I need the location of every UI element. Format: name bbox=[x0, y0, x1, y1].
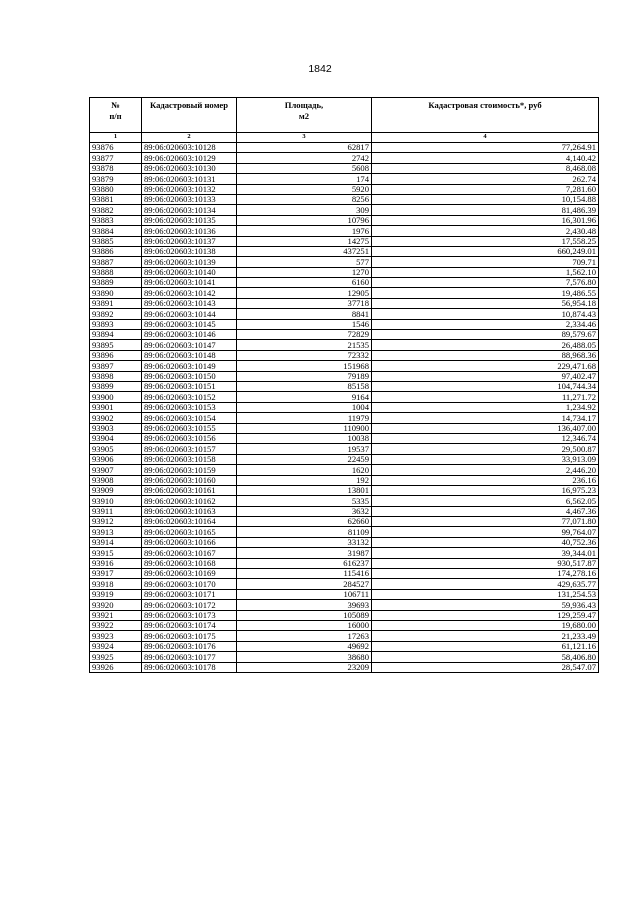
table-row bbox=[90, 444, 599, 454]
area-cell: 1546 bbox=[237, 319, 372, 329]
cadastral-number-cell: 89:06:020603:10177 bbox=[142, 652, 237, 662]
row-number-cell: 93877 bbox=[90, 153, 142, 163]
header-row-number: № п/п bbox=[90, 98, 142, 133]
area-cell: 17263 bbox=[237, 631, 372, 641]
table-row bbox=[90, 506, 599, 516]
cadastral-table bbox=[89, 97, 599, 673]
cadastral-number-cell: 89:06:020603:10162 bbox=[142, 496, 237, 506]
area-cell: 62660 bbox=[237, 517, 372, 527]
row-number-cell: 93897 bbox=[90, 361, 142, 371]
cadastral-cost-cell: 61,121.16 bbox=[372, 641, 599, 651]
cadastral-cost-cell: 709.71 bbox=[372, 257, 599, 267]
table-row bbox=[90, 340, 599, 350]
area-cell: 5335 bbox=[237, 496, 372, 506]
table-row bbox=[90, 631, 599, 641]
cadastral-cost-cell: 930,517.87 bbox=[372, 558, 599, 568]
cadastral-cost-cell: 17,558.25 bbox=[372, 236, 599, 246]
area-cell: 284527 bbox=[237, 579, 372, 589]
row-number-cell: 93878 bbox=[90, 163, 142, 173]
cadastral-number-cell: 89:06:020603:10154 bbox=[142, 413, 237, 423]
cadastral-cost-cell: 236.16 bbox=[372, 475, 599, 485]
area-cell: 72332 bbox=[237, 350, 372, 360]
cadastral-cost-cell: 39,344.01 bbox=[372, 548, 599, 558]
table-row bbox=[90, 153, 599, 163]
row-number-cell: 93902 bbox=[90, 413, 142, 423]
row-number-cell: 93903 bbox=[90, 423, 142, 433]
area-cell: 31987 bbox=[237, 548, 372, 558]
table-row bbox=[90, 194, 599, 204]
area-cell: 115416 bbox=[237, 569, 372, 579]
row-number-cell: 93899 bbox=[90, 381, 142, 391]
area-cell: 8256 bbox=[237, 194, 372, 204]
area-cell: 192 bbox=[237, 475, 372, 485]
area-cell: 16000 bbox=[237, 620, 372, 630]
cadastral-cost-cell: 29,500.87 bbox=[372, 444, 599, 454]
table-row bbox=[90, 558, 599, 568]
cadastral-cost-cell: 6,562.05 bbox=[372, 496, 599, 506]
table-row bbox=[90, 537, 599, 547]
cadastral-cost-cell: 97,402.47 bbox=[372, 371, 599, 381]
area-cell: 437251 bbox=[237, 246, 372, 256]
cadastral-number-cell: 89:06:020603:10173 bbox=[142, 610, 237, 620]
cadastral-number-cell: 89:06:020603:10129 bbox=[142, 153, 237, 163]
area-cell: 616237 bbox=[237, 558, 372, 568]
row-number-cell: 93883 bbox=[90, 215, 142, 225]
table-row bbox=[90, 278, 599, 288]
row-number-cell: 93914 bbox=[90, 537, 142, 547]
table-row bbox=[90, 652, 599, 662]
row-number-cell: 93881 bbox=[90, 194, 142, 204]
cadastral-number-cell: 89:06:020603:10153 bbox=[142, 402, 237, 412]
table-row bbox=[90, 589, 599, 599]
row-number-cell: 93909 bbox=[90, 485, 142, 495]
cadastral-number-cell: 89:06:020603:10140 bbox=[142, 267, 237, 277]
row-number-cell: 93884 bbox=[90, 226, 142, 236]
table-row bbox=[90, 454, 599, 464]
area-cell: 9164 bbox=[237, 392, 372, 402]
cadastral-number-cell: 89:06:020603:10175 bbox=[142, 631, 237, 641]
cadastral-number-cell: 89:06:020603:10152 bbox=[142, 392, 237, 402]
area-cell: 19537 bbox=[237, 444, 372, 454]
area-cell: 309 bbox=[237, 205, 372, 215]
cadastral-number-cell: 89:06:020603:10132 bbox=[142, 184, 237, 194]
table-row bbox=[90, 319, 599, 329]
cadastral-number-cell: 89:06:020603:10142 bbox=[142, 288, 237, 298]
area-cell: 8841 bbox=[237, 309, 372, 319]
area-cell: 2742 bbox=[237, 153, 372, 163]
table-row bbox=[90, 236, 599, 246]
cadastral-number-cell: 89:06:020603:10150 bbox=[142, 371, 237, 381]
cadastral-cost-cell: 131,254.53 bbox=[372, 589, 599, 599]
area-cell: 22459 bbox=[237, 454, 372, 464]
table-row bbox=[90, 548, 599, 558]
row-number-cell: 93882 bbox=[90, 205, 142, 215]
area-cell: 5608 bbox=[237, 163, 372, 173]
row-number-cell: 93915 bbox=[90, 548, 142, 558]
cadastral-number-cell: 89:06:020603:10171 bbox=[142, 589, 237, 599]
cadastral-number-cell: 89:06:020603:10168 bbox=[142, 558, 237, 568]
area-cell: 33132 bbox=[237, 537, 372, 547]
area-cell: 105089 bbox=[237, 610, 372, 620]
row-number-cell: 93923 bbox=[90, 631, 142, 641]
table-row bbox=[90, 423, 599, 433]
cadastral-number-cell: 89:06:020603:10139 bbox=[142, 257, 237, 267]
cadastral-cost-cell: 2,334.46 bbox=[372, 319, 599, 329]
row-number-cell: 93906 bbox=[90, 454, 142, 464]
area-cell: 13801 bbox=[237, 485, 372, 495]
area-cell: 174 bbox=[237, 174, 372, 184]
area-cell: 12905 bbox=[237, 288, 372, 298]
row-number-cell: 93912 bbox=[90, 517, 142, 527]
area-cell: 14275 bbox=[237, 236, 372, 246]
cadastral-cost-cell: 89,579.67 bbox=[372, 330, 599, 340]
row-number-cell: 93920 bbox=[90, 600, 142, 610]
cadastral-number-cell: 89:06:020603:10136 bbox=[142, 226, 237, 236]
cadastral-number-cell: 89:06:020603:10147 bbox=[142, 340, 237, 350]
cadastral-number-cell: 89:06:020603:10174 bbox=[142, 620, 237, 630]
cadastral-number-cell: 89:06:020603:10128 bbox=[142, 143, 237, 153]
cadastral-number-cell: 89:06:020603:10131 bbox=[142, 174, 237, 184]
table-row bbox=[90, 496, 599, 506]
cadastral-cost-cell: 26,488.05 bbox=[372, 340, 599, 350]
cadastral-number-cell: 89:06:020603:10143 bbox=[142, 298, 237, 308]
area-cell: 49692 bbox=[237, 641, 372, 651]
cadastral-number-cell: 89:06:020603:10172 bbox=[142, 600, 237, 610]
area-cell: 23209 bbox=[237, 662, 372, 672]
area-cell: 1976 bbox=[237, 226, 372, 236]
area-cell: 62817 bbox=[237, 143, 372, 153]
cadastral-number-cell: 89:06:020603:10135 bbox=[142, 215, 237, 225]
column-number: 4 bbox=[372, 133, 599, 143]
cadastral-number-cell: 89:06:020603:10160 bbox=[142, 475, 237, 485]
row-number-cell: 93922 bbox=[90, 620, 142, 630]
area-cell: 1004 bbox=[237, 402, 372, 412]
table-row bbox=[90, 402, 599, 412]
cadastral-number-cell: 89:06:020603:10133 bbox=[142, 194, 237, 204]
cadastral-number-cell: 89:06:020603:10141 bbox=[142, 278, 237, 288]
row-number-cell: 93921 bbox=[90, 610, 142, 620]
cadastral-number-cell: 89:06:020603:10134 bbox=[142, 205, 237, 215]
row-number-cell: 93917 bbox=[90, 569, 142, 579]
area-cell: 3632 bbox=[237, 506, 372, 516]
cadastral-cost-cell: 56,954.18 bbox=[372, 298, 599, 308]
area-cell: 1620 bbox=[237, 465, 372, 475]
row-number-cell: 93910 bbox=[90, 496, 142, 506]
cadastral-cost-cell: 59,936.43 bbox=[372, 600, 599, 610]
cadastral-cost-cell: 14,734.17 bbox=[372, 413, 599, 423]
area-cell: 151968 bbox=[237, 361, 372, 371]
table-row bbox=[90, 298, 599, 308]
table-row bbox=[90, 350, 599, 360]
row-number-cell: 93879 bbox=[90, 174, 142, 184]
table-row bbox=[90, 288, 599, 298]
area-cell: 38680 bbox=[237, 652, 372, 662]
column-number: 1 bbox=[90, 133, 142, 143]
row-number-cell: 93896 bbox=[90, 350, 142, 360]
row-number-cell: 93918 bbox=[90, 579, 142, 589]
cadastral-cost-cell: 99,764.07 bbox=[372, 527, 599, 537]
cadastral-cost-cell: 4,140.42 bbox=[372, 153, 599, 163]
cadastral-cost-cell: 8,468.08 bbox=[372, 163, 599, 173]
cadastral-number-cell: 89:06:020603:10149 bbox=[142, 361, 237, 371]
area-cell: 10796 bbox=[237, 215, 372, 225]
cadastral-cost-cell: 58,406.80 bbox=[372, 652, 599, 662]
row-number-cell: 93926 bbox=[90, 662, 142, 672]
column-number: 2 bbox=[142, 133, 237, 143]
area-cell: 79189 bbox=[237, 371, 372, 381]
cadastral-number-cell: 89:06:020603:10169 bbox=[142, 569, 237, 579]
row-number-cell: 93876 bbox=[90, 143, 142, 153]
cadastral-cost-cell: 81,486.39 bbox=[372, 205, 599, 215]
cadastral-cost-cell: 77,071.80 bbox=[372, 517, 599, 527]
cadastral-cost-cell: 660,249.01 bbox=[372, 246, 599, 256]
area-cell: 6160 bbox=[237, 278, 372, 288]
row-number-cell: 93924 bbox=[90, 641, 142, 651]
area-cell: 81109 bbox=[237, 527, 372, 537]
column-number: 3 bbox=[237, 133, 372, 143]
row-number-cell: 93905 bbox=[90, 444, 142, 454]
cadastral-cost-cell: 136,407.00 bbox=[372, 423, 599, 433]
cadastral-cost-cell: 2,446.20 bbox=[372, 465, 599, 475]
table-row bbox=[90, 465, 599, 475]
table-row bbox=[90, 226, 599, 236]
cadastral-cost-cell: 129,259.47 bbox=[372, 610, 599, 620]
row-number-cell: 93885 bbox=[90, 236, 142, 246]
table-row bbox=[90, 517, 599, 527]
table-row bbox=[90, 569, 599, 579]
area-cell: 21535 bbox=[237, 340, 372, 350]
cadastral-number-cell: 89:06:020603:10151 bbox=[142, 381, 237, 391]
header-cadastral-cost: Кадастровая стоимость*, руб bbox=[372, 98, 599, 133]
table-row bbox=[90, 610, 599, 620]
table-row bbox=[90, 174, 599, 184]
table-row bbox=[90, 257, 599, 267]
row-number-cell: 93880 bbox=[90, 184, 142, 194]
table-row bbox=[90, 620, 599, 630]
table-row bbox=[90, 330, 599, 340]
cadastral-number-cell: 89:06:020603:10148 bbox=[142, 350, 237, 360]
cadastral-cost-cell: 19,680.00 bbox=[372, 620, 599, 630]
row-number-cell: 93893 bbox=[90, 319, 142, 329]
cadastral-cost-cell: 11,271.72 bbox=[372, 392, 599, 402]
table-row bbox=[90, 527, 599, 537]
cadastral-cost-cell: 1,234.92 bbox=[372, 402, 599, 412]
header-cadastral-number: Кадастровый номер bbox=[142, 98, 237, 133]
area-cell: 10038 bbox=[237, 433, 372, 443]
cadastral-number-cell: 89:06:020603:10170 bbox=[142, 579, 237, 589]
row-number-cell: 93891 bbox=[90, 298, 142, 308]
cadastral-cost-cell: 19,486.55 bbox=[372, 288, 599, 298]
table-row bbox=[90, 205, 599, 215]
cadastral-cost-cell: 262.74 bbox=[372, 174, 599, 184]
table-row bbox=[90, 215, 599, 225]
table-row bbox=[90, 371, 599, 381]
cadastral-cost-cell: 33,913.09 bbox=[372, 454, 599, 464]
cadastral-cost-cell: 16,301.96 bbox=[372, 215, 599, 225]
table-row bbox=[90, 485, 599, 495]
cadastral-cost-cell: 28,547.07 bbox=[372, 662, 599, 672]
cadastral-number-cell: 89:06:020603:10165 bbox=[142, 527, 237, 537]
cadastral-cost-cell: 10,874.43 bbox=[372, 309, 599, 319]
header-row bbox=[90, 98, 599, 133]
row-number-cell: 93887 bbox=[90, 257, 142, 267]
row-number-cell: 93908 bbox=[90, 475, 142, 485]
cadastral-number-cell: 89:06:020603:10161 bbox=[142, 485, 237, 495]
cadastral-cost-cell: 1,562.10 bbox=[372, 267, 599, 277]
table-row bbox=[90, 267, 599, 277]
cadastral-number-cell: 89:06:020603:10166 bbox=[142, 537, 237, 547]
cadastral-cost-cell: 16,975.23 bbox=[372, 485, 599, 495]
area-cell: 11979 bbox=[237, 413, 372, 423]
table-row bbox=[90, 309, 599, 319]
column-number-row bbox=[90, 133, 599, 143]
cadastral-number-cell: 89:06:020603:10130 bbox=[142, 163, 237, 173]
row-number-cell: 93888 bbox=[90, 267, 142, 277]
row-number-cell: 93919 bbox=[90, 589, 142, 599]
cadastral-cost-cell: 12,346.74 bbox=[372, 433, 599, 443]
cadastral-cost-cell: 429,635.77 bbox=[372, 579, 599, 589]
cadastral-number-cell: 89:06:020603:10159 bbox=[142, 465, 237, 475]
cadastral-number-cell: 89:06:020603:10176 bbox=[142, 641, 237, 651]
table-row bbox=[90, 600, 599, 610]
row-number-cell: 93892 bbox=[90, 309, 142, 319]
row-number-cell: 93900 bbox=[90, 392, 142, 402]
area-cell: 85158 bbox=[237, 381, 372, 391]
table-row bbox=[90, 143, 599, 153]
row-number-cell: 93904 bbox=[90, 433, 142, 443]
cadastral-cost-cell: 174,278.16 bbox=[372, 569, 599, 579]
cadastral-cost-cell: 4,467.36 bbox=[372, 506, 599, 516]
row-number-cell: 93913 bbox=[90, 527, 142, 537]
area-cell: 110900 bbox=[237, 423, 372, 433]
cadastral-cost-cell: 2,430.48 bbox=[372, 226, 599, 236]
row-number-cell: 93901 bbox=[90, 402, 142, 412]
cadastral-number-cell: 89:06:020603:10163 bbox=[142, 506, 237, 516]
row-number-cell: 93890 bbox=[90, 288, 142, 298]
row-number-cell: 93889 bbox=[90, 278, 142, 288]
table-row bbox=[90, 381, 599, 391]
row-number-cell: 93898 bbox=[90, 371, 142, 381]
page-number: 1842 bbox=[308, 63, 332, 75]
cadastral-number-cell: 89:06:020603:10167 bbox=[142, 548, 237, 558]
cadastral-number-cell: 89:06:020603:10155 bbox=[142, 423, 237, 433]
area-cell: 106711 bbox=[237, 589, 372, 599]
cadastral-cost-cell: 21,233.49 bbox=[372, 631, 599, 641]
row-number-cell: 93925 bbox=[90, 652, 142, 662]
table-row bbox=[90, 413, 599, 423]
table-row bbox=[90, 184, 599, 194]
table-row bbox=[90, 579, 599, 589]
cadastral-cost-cell: 10,154.88 bbox=[372, 194, 599, 204]
cadastral-number-cell: 89:06:020603:10137 bbox=[142, 236, 237, 246]
row-number-cell: 93911 bbox=[90, 506, 142, 516]
cadastral-number-cell: 89:06:020603:10157 bbox=[142, 444, 237, 454]
area-cell: 577 bbox=[237, 257, 372, 267]
row-number-cell: 93907 bbox=[90, 465, 142, 475]
cadastral-number-cell: 89:06:020603:10145 bbox=[142, 319, 237, 329]
cadastral-number-cell: 89:06:020603:10158 bbox=[142, 454, 237, 464]
table-row bbox=[90, 475, 599, 485]
header-area: Площадь, м2 bbox=[237, 98, 372, 133]
table-row bbox=[90, 641, 599, 651]
area-cell: 37718 bbox=[237, 298, 372, 308]
cadastral-cost-cell: 104,744.34 bbox=[372, 381, 599, 391]
table-row bbox=[90, 163, 599, 173]
cadastral-number-cell: 89:06:020603:10178 bbox=[142, 662, 237, 672]
cadastral-number-cell: 89:06:020603:10144 bbox=[142, 309, 237, 319]
cadastral-number-cell: 89:06:020603:10146 bbox=[142, 330, 237, 340]
cadastral-cost-cell: 88,968.36 bbox=[372, 350, 599, 360]
row-number-cell: 93886 bbox=[90, 246, 142, 256]
table-row bbox=[90, 662, 599, 672]
row-number-cell: 93894 bbox=[90, 330, 142, 340]
table-row bbox=[90, 246, 599, 256]
table-row bbox=[90, 433, 599, 443]
cadastral-cost-cell: 229,471.68 bbox=[372, 361, 599, 371]
area-cell: 1270 bbox=[237, 267, 372, 277]
table-row bbox=[90, 361, 599, 371]
cadastral-number-cell: 89:06:020603:10156 bbox=[142, 433, 237, 443]
cadastral-number-cell: 89:06:020603:10138 bbox=[142, 246, 237, 256]
row-number-cell: 93895 bbox=[90, 340, 142, 350]
cadastral-cost-cell: 7,576.80 bbox=[372, 278, 599, 288]
cadastral-cost-cell: 77,264.91 bbox=[372, 143, 599, 153]
cadastral-cost-cell: 40,752.36 bbox=[372, 537, 599, 547]
area-cell: 39693 bbox=[237, 600, 372, 610]
table-row bbox=[90, 392, 599, 402]
row-number-cell: 93916 bbox=[90, 558, 142, 568]
cadastral-number-cell: 89:06:020603:10164 bbox=[142, 517, 237, 527]
area-cell: 72829 bbox=[237, 330, 372, 340]
cadastral-cost-cell: 7,281.60 bbox=[372, 184, 599, 194]
area-cell: 5920 bbox=[237, 184, 372, 194]
